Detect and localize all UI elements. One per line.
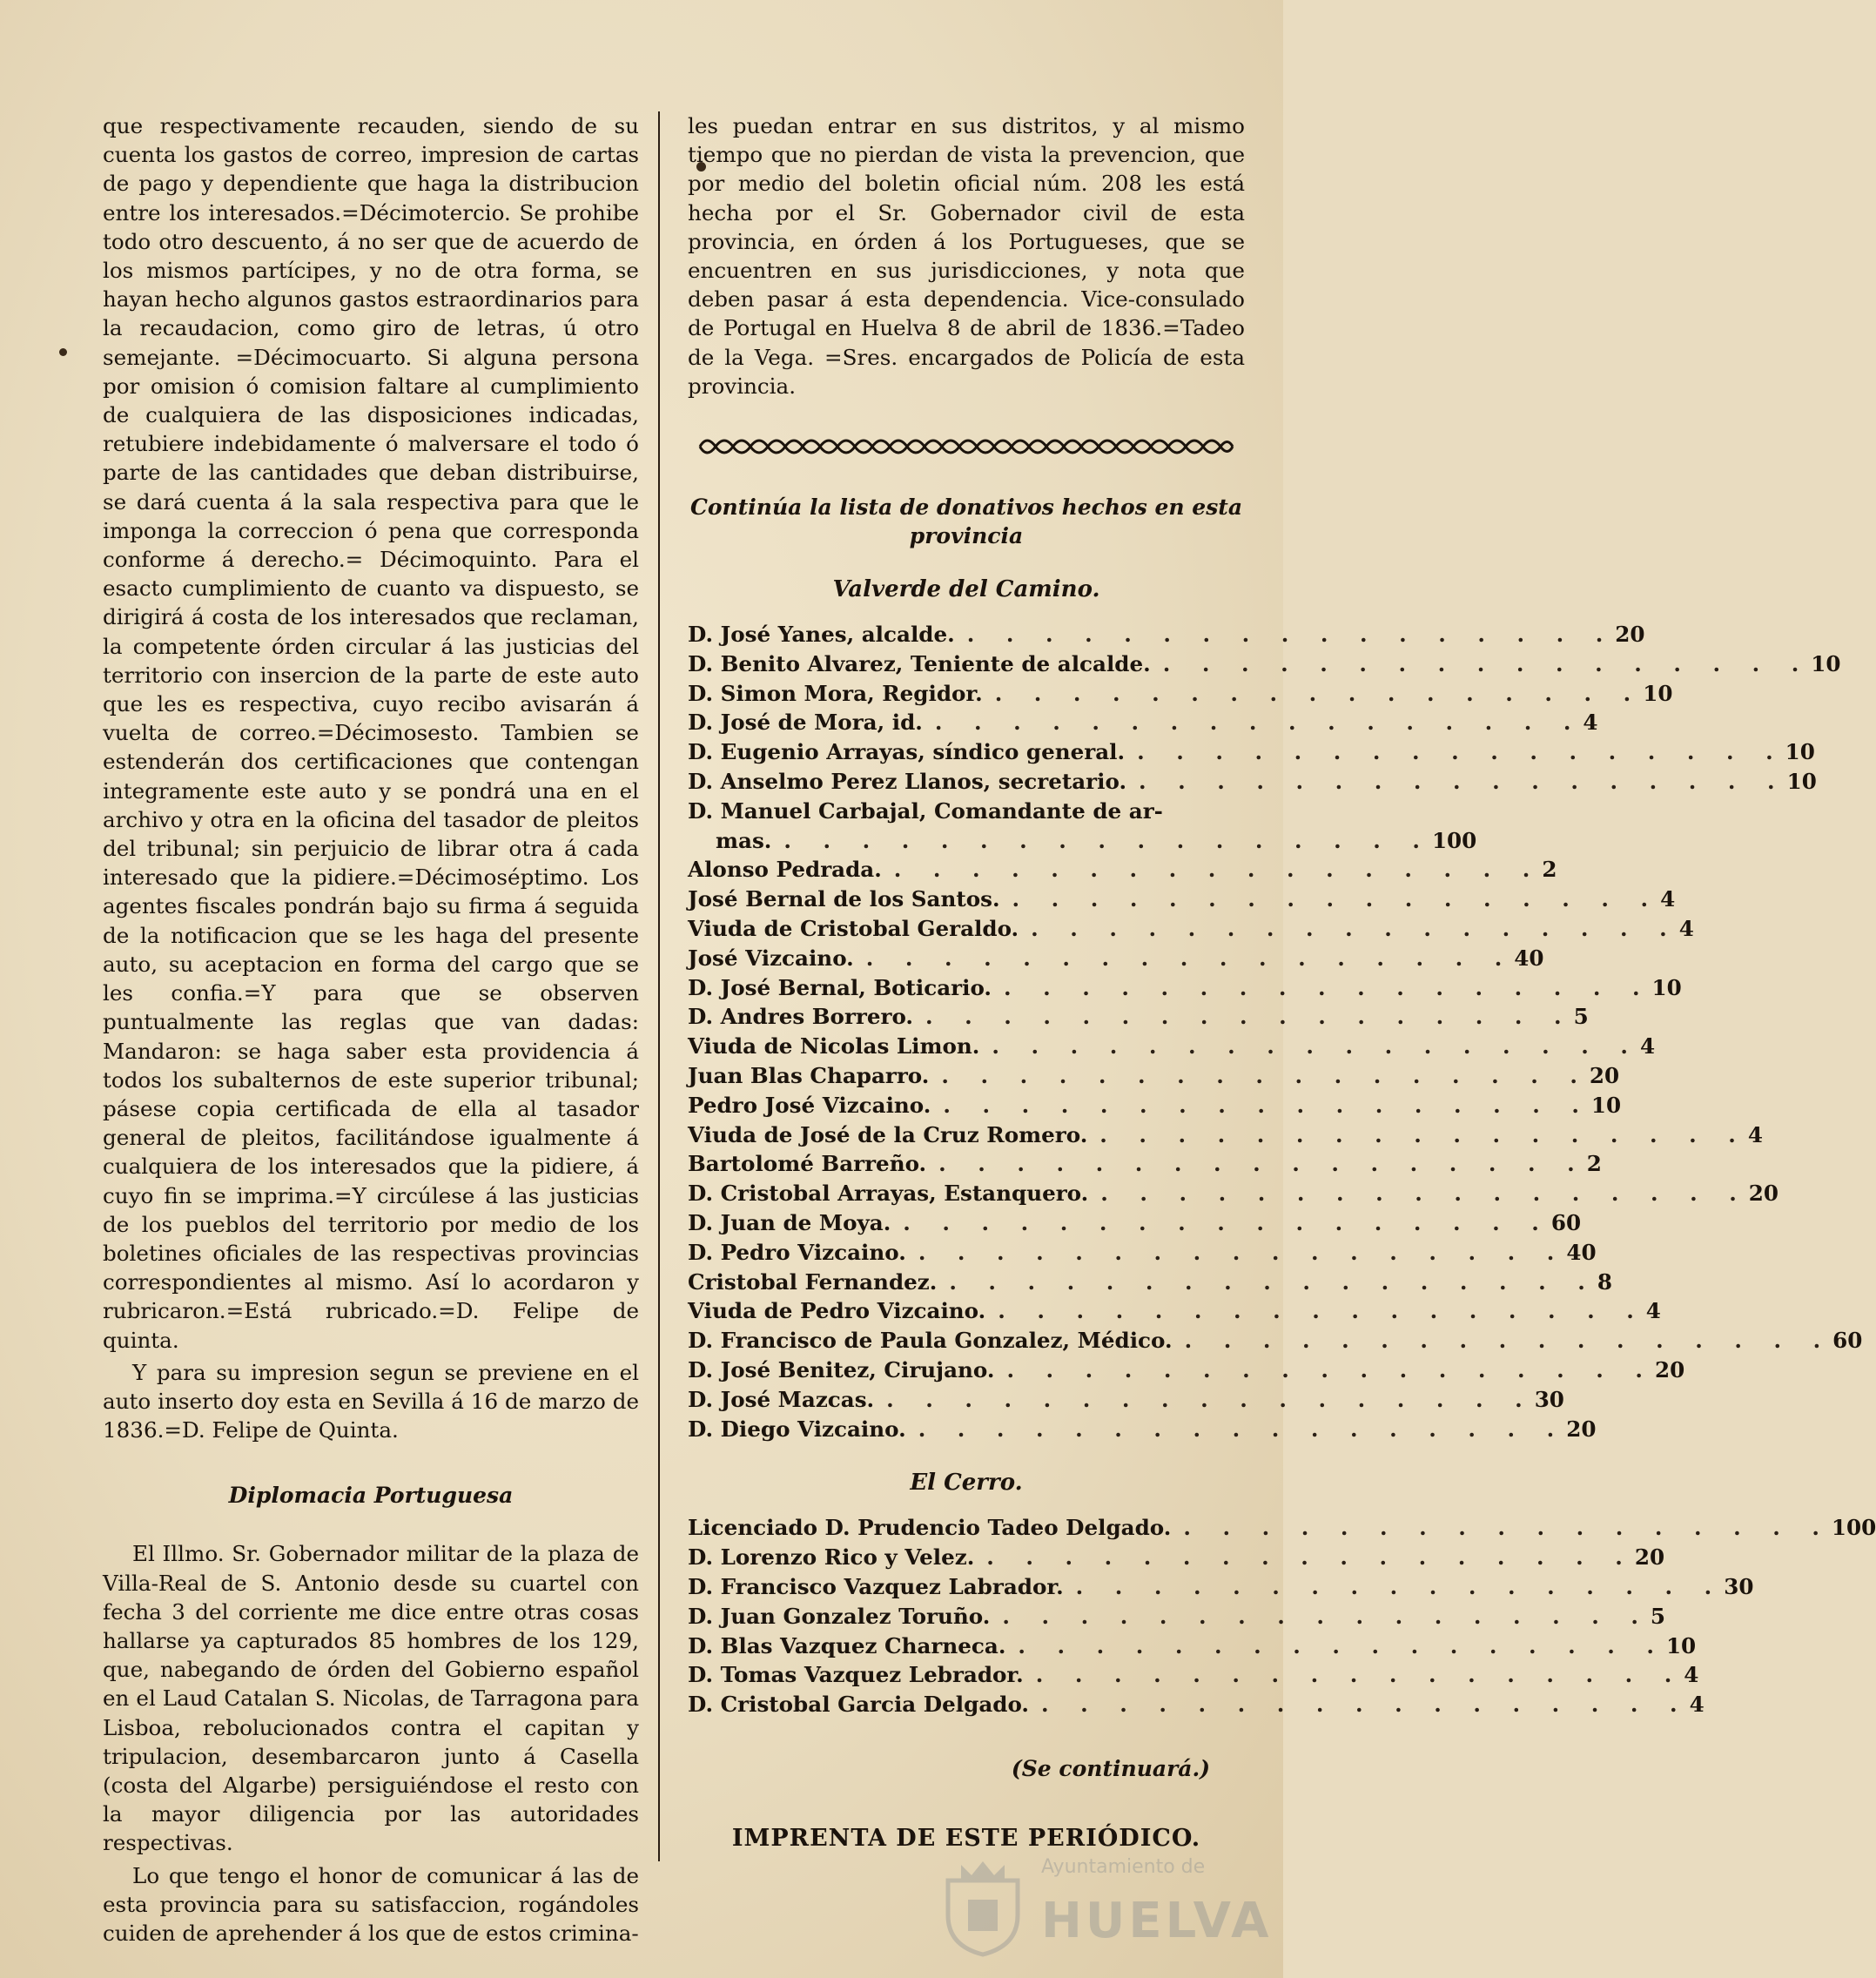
donor-name: Viuda de Nicolas Limon. — [688, 1033, 980, 1060]
dot-leader: . . . . . . . . . . . . . . . . . — [966, 622, 1616, 648]
donation-amount: 4 — [1660, 886, 1676, 912]
donor-name: Pedro José Vizcaino. — [688, 1092, 931, 1118]
dot-leader: . . . . . . . . . . . . . . . . . — [1162, 650, 1812, 676]
left-column — [103, 111, 639, 1948]
diplomacy-report: El Illmo. Sr. Gobernador militar de la plaza de Villa-Real de S. Antonio desde su cuartel con fecha 3 del corriente me dice entre otras cosas hallarse ya capturados 85 hombres de los 129, que, nabegando de órden del Gobierno español en el Laud Catalan S. Nicolas, de Tarragona para Lisboa, rebolucionados contra el capitan y tripulacion, desembarcaron junto á Casella (costa del Algarbe) persiguiéndose el resto con la mayor diligencia por las autoridades respectivas. — [103, 1541, 639, 1856]
donation-amount: 4 — [1639, 1033, 1656, 1060]
donor-name: D. Simon Mora, Regidor. — [688, 680, 983, 706]
dot-leader: . . . . . . . . . . . . . . . . . — [1184, 1328, 1833, 1354]
donation-amount: 10 — [1590, 1092, 1622, 1118]
donation-amount: 4 — [1747, 1121, 1763, 1147]
donation-row — [688, 1690, 1705, 1719]
donation-row — [688, 1296, 1661, 1326]
section-title-el-cerro: El Cerro. — [910, 1470, 1023, 1497]
dot-leader: . . . . . . . . . . . . . . . . . — [1183, 1515, 1832, 1541]
donation-row — [688, 1002, 1589, 1032]
donation-row — [688, 855, 1557, 885]
donation-row — [688, 620, 1645, 649]
donor-name: Viuda de José de la Cruz Romero. — [688, 1121, 1088, 1147]
donations-list-el-cerro — [688, 1513, 1876, 1719]
donation-row — [688, 1385, 1564, 1415]
donation-row — [688, 1268, 1612, 1297]
right-column — [688, 111, 1876, 1852]
donation-amount: 40 — [1514, 945, 1544, 971]
dot-leader: . . . . . . . . . . . . . . . . . — [903, 1209, 1551, 1235]
donation-row — [688, 1572, 1754, 1602]
dot-leader: . . . . . . . . . . . . . . . . . — [1006, 1356, 1655, 1383]
donor-name: Bartolomé Barreño. — [688, 1151, 927, 1177]
donor-name: D. Manuel Carbajal, Comandante de ar- — [688, 797, 1163, 824]
donation-amount: 30 — [1534, 1386, 1564, 1412]
donation-amount: 10 — [1811, 650, 1841, 676]
donation-row — [688, 1513, 1876, 1543]
donor-name: D. Juan de Moya. — [688, 1209, 891, 1235]
donor-name: mas. — [716, 827, 772, 853]
donation-row — [688, 1149, 1602, 1179]
dot-leader: . . . . . . . . . . . . . . . . . — [893, 857, 1543, 883]
donation-amount: 10 — [1643, 680, 1673, 706]
donation-amount: 100 — [1831, 1515, 1876, 1541]
donation-amount: 20 — [1655, 1356, 1685, 1383]
donor-name: D. José Mazcas. — [688, 1386, 875, 1412]
dot-leader: . . . . . . . . . . . . . . . . . — [1137, 739, 1785, 765]
donation-amount: 5 — [1573, 1004, 1589, 1030]
ornamental-border — [696, 432, 1236, 461]
donation-amount: 4 — [1689, 1692, 1705, 1718]
donation-row — [688, 679, 1673, 709]
watermark-line1: Ayuntamiento de — [1041, 1856, 1206, 1878]
donor-name: Viuda de Cristobal Geraldo. — [688, 916, 1019, 941]
donor-name: Juan Blas Chaparro. — [688, 1062, 930, 1088]
donation-amount: 2 — [1542, 857, 1557, 883]
donation-row — [688, 1543, 1665, 1572]
donor-name: D. Tomas Vazquez Lebrador. — [688, 1662, 1024, 1688]
donation-row — [688, 1326, 1863, 1356]
donation-amount: 4 — [1583, 710, 1598, 736]
dot-leader: . . . . . . . . . . . . . . . . . — [994, 680, 1644, 706]
donation-amount: 30 — [1724, 1573, 1754, 1599]
donor-name: D. José Benitez, Cirujano. — [688, 1356, 995, 1383]
donation-row — [688, 1602, 1666, 1632]
donation-amount: 60 — [1550, 1209, 1582, 1235]
donation-row — [688, 737, 1815, 767]
diplomacy-request: Lo que tengo el honor de comunicar á las de esta provincia para su satisfaccion, rogándoles cuiden de aprehender á los que de estos crimina- — [103, 1862, 639, 1946]
dot-leader: . . . . . . . . . . . . . . . . . — [886, 1386, 1535, 1412]
donation-amount: 40 — [1566, 1239, 1597, 1265]
dot-leader: . . . . . . . . . . . . . . . . . — [1100, 1181, 1749, 1207]
donor-name: D. Blas Vazquez Charneca. — [688, 1632, 1006, 1658]
donation-amount: 4 — [1678, 916, 1694, 941]
dot-leader: . . . . . . . . . . . . . . . . . — [925, 1004, 1574, 1030]
donation-amount: 100 — [1431, 827, 1477, 853]
donor-name: D. Anselmo Perez Llanos, secretario. — [688, 769, 1127, 795]
donation-amount: 20 — [1566, 1416, 1597, 1442]
donor-name: Cristobal Fernandez. — [688, 1268, 938, 1295]
donation-row — [688, 1179, 1779, 1208]
dot-leader: . . . . . . . . . . . . . . . . . — [992, 1033, 1640, 1060]
donation-amount: 20 — [1589, 1062, 1620, 1088]
donation-row — [688, 767, 1817, 797]
donation-row — [688, 708, 1598, 737]
dot-leader: . . . . . . . . . . . . . . . . . — [865, 945, 1515, 971]
donation-row — [688, 797, 1245, 826]
donor-name: D. Francisco Vazquez Labrador. — [688, 1573, 1064, 1599]
donor-name: D. Eugenio Arrayas, síndico general. — [688, 739, 1126, 765]
donation-row — [688, 1238, 1597, 1268]
donation-row — [688, 1032, 1656, 1061]
dot-leader: . . . . . . . . . . . . . . . . . — [1012, 886, 1661, 912]
donations-list-valverde — [688, 620, 1863, 1443]
donor-name: D. Cristobal Arrayas, Estanquero. — [688, 1181, 1089, 1207]
dot-leader: . . . . . . . . . . . . . . . . . — [986, 1544, 1635, 1571]
donation-row — [688, 885, 1676, 914]
donation-amount: 20 — [1615, 622, 1645, 648]
dot-leader: . . . . . . . . . . . . . . . . . — [949, 1268, 1597, 1295]
dot-leader: . . . . . . . . . . . . . . . . . — [934, 710, 1584, 736]
donation-row — [688, 1632, 1697, 1661]
dot-leader: . . . . . . . . . . . . . . . . . — [1139, 769, 1787, 795]
donation-row — [688, 1091, 1622, 1120]
donor-name: D. Diego Vizcaino. — [688, 1416, 906, 1442]
dot-leader: . . . . . . . . . . . . . . . . . — [1035, 1662, 1684, 1688]
donation-amount: 2 — [1586, 1151, 1602, 1177]
donor-name: Licenciado D. Prudencio Tadeo Delgado. — [688, 1515, 1172, 1541]
consulate-notice: les puedan entrar en sus distritos, y al mismo tiempo que no pierdan de vista la prevencion, que por medio del boletin oficial núm. 208 les está hecha por el Sr. Gobernador civil de esta provincia, en órden á los Portugueses, que se encuentren en sus jurisdicciones, y nota que deben pasar á esta dependencia. Vice-consulado de Portugal en Huelva 8 de abril de 1836.=Tadeo de la Vega. =Sres. encargados de Policía de esta provincia. — [688, 113, 1245, 399]
donation-row — [688, 944, 1544, 973]
donation-amount: 4 — [1684, 1662, 1699, 1688]
donor-name: D. Lorenzo Rico y Velez. — [688, 1544, 975, 1571]
donor-name: D. Pedro Vizcaino. — [688, 1239, 906, 1265]
donation-amount: 20 — [1634, 1544, 1665, 1571]
dot-leader: . . . . . . . . . . . . . . . . . — [938, 1151, 1587, 1177]
donor-name: D. Benito Alvarez, Teniente de alcalde. — [688, 650, 1151, 676]
donation-row — [688, 826, 1477, 856]
donor-name: D. Juan Gonzalez Toruño. — [688, 1603, 991, 1629]
dot-leader: . . . . . . . . . . . . . . . . . — [941, 1062, 1590, 1088]
coat-of-arms-icon — [935, 1854, 1031, 1959]
donor-name: D. Cristobal Garcia Delgado. — [688, 1692, 1029, 1718]
donor-name: D. José de Mora, id. — [688, 710, 923, 736]
donor-name: José Bernal de los Santos. — [688, 886, 1000, 912]
donation-row — [688, 649, 1841, 679]
donor-name: D. Andres Borrero. — [688, 1004, 913, 1030]
printer-imprint: IMPRENTA DE ESTE PERIÓDICO. — [731, 1824, 1201, 1852]
column-divider — [658, 111, 660, 1861]
dot-leader: . . . . . . . . . . . . . . . . . — [918, 1239, 1567, 1265]
donation-row — [688, 1356, 1685, 1385]
donation-amount: 5 — [1650, 1603, 1666, 1629]
dot-leader: . . . . . . . . . . . . . . . . . — [943, 1092, 1591, 1118]
donation-row — [688, 1208, 1582, 1238]
decree-text: que respectivamente recauden, siendo de su cuenta los gastos de correo, impresion de cartas de pago y dependiente que haga la distribucion entre los interesados.=Décimotercio. Se prohibe todo otro descuento, á no ser que de acuerdo de los mismos partícipes, y no de otra forma, se hayan hecho algunos gastos estraordinarios para la recaudacion, como giro de letras, ú otro semejante. =Décimocuarto. Si alguna persona por omision ó comision faltare al cumplimiento de cualquiera de las disposiciones indicadas, retubiere indebidamente ó malversare el todo ó parte de las cantidades que deban distribuirse, se dará cuenta á la sala respectiva para que le imponga la correccion ó pena que corresponda conforme á derecho.= Décimoquinto. Para el esacto cumplimiento de cuanto va dispuesto, se dirigirá á costa de los interesados que reclaman, la competente órden circular á las justicias del territorio con insercion de la parte de este auto que les es respectiva, cuyo recibo avisarán á vuelta de correo.=Décimosesto. Tambien se estenderán dos certificaciones que contengan integramente este auto y se pondrá una en el archivo y otra en la oficina del tasador de pleitos del tribunal; sin perjuicio de librar otra á cada interesado que la pidiere.=Décimoséptimo. Los agentes fiscales pondrán bajo su firma á seguida de la notificacion que se les haga del presente auto, su aceptacion en forma del cargo que se les confia.=Y para que se observen puntualmente las reglas que van dadas: Mandaron: se haga saber esta providencia á todos los subalternos de este superior tribunal; pásese copia certificada de ella al tasador general de pleitos, facilitándose igualmente á cualquiera de los interesados que la pidiere, á cuyo fin se imprima.=Y circúlese á las justicias de los pueblos del territorio por medio de los boletines oficiales de las respectivas provincias correspondientes al mismo. Así lo acordaron y rubricaron.=Está rubricado.=D. Felipe de quinta. — [103, 113, 639, 1353]
ink-spot — [59, 348, 67, 356]
donation-amount: 4 — [1645, 1298, 1661, 1324]
dot-leader: . . . . . . . . . . . . . . . . . — [783, 827, 1432, 853]
donation-row — [688, 1660, 1699, 1690]
dot-leader: . . . . . . . . . . . . . . . . . — [1031, 916, 1679, 941]
donation-amount: 10 — [1651, 974, 1682, 1000]
donor-name: D. José Yanes, alcalde. — [688, 622, 955, 648]
donor-name: D. José Bernal, Boticario. — [688, 974, 992, 1000]
dot-leader: . . . . . . . . . . . . . . . . . — [998, 1298, 1646, 1324]
donation-row — [688, 973, 1682, 1003]
donor-name: Viuda de Pedro Vizcaino. — [688, 1298, 986, 1324]
donation-amount: 10 — [1665, 1632, 1697, 1658]
donation-amount: 8 — [1597, 1268, 1612, 1295]
dot-leader: . . . . . . . . . . . . . . . . . — [1075, 1573, 1725, 1599]
decree-closing: Y para su impresion segun se previene en el auto inserto doy esta en Sevilla á 16 de marzo de 1836.=D. Felipe de Quinta. — [103, 1359, 639, 1443]
dot-leader: . . . . . . . . . . . . . . . . . — [918, 1416, 1567, 1442]
donation-amount: 60 — [1832, 1328, 1863, 1354]
dot-leader: . . . . . . . . . . . . . . . . . — [1099, 1121, 1748, 1147]
dot-leader: . . . . . . . . . . . . . . . . . — [1018, 1632, 1666, 1658]
section-heading: Diplomacia Portuguesa — [228, 1483, 514, 1509]
dot-leader: . . . . . . . . . . . . . . . . . — [1003, 974, 1652, 1000]
donor-name: D. Francisco de Paula Gonzalez, Médico. — [688, 1328, 1173, 1354]
donation-row — [688, 914, 1694, 944]
donation-row — [688, 1061, 1620, 1091]
donation-amount: 20 — [1748, 1181, 1779, 1207]
section-title-valverde: Valverde del Camino. — [832, 576, 1100, 603]
donor-name: Alonso Pedrada. — [688, 857, 882, 883]
dot-leader: . . . . . . . . . . . . . . . . . — [1041, 1692, 1690, 1718]
archive-watermark — [926, 1854, 1273, 1959]
donation-amount: 10 — [1785, 739, 1815, 765]
donation-row — [688, 1415, 1597, 1444]
donation-amount: 10 — [1786, 769, 1817, 795]
donor-name: José Vizcaino. — [688, 945, 854, 971]
donations-heading: Continúa la lista de donativos hechos en esta provincia — [689, 494, 1243, 549]
watermark-line2: HUELVA — [1041, 1893, 1273, 1949]
continuation-note: (Se continuará.) — [1011, 1755, 1210, 1781]
donation-row — [688, 1120, 1763, 1150]
dot-leader: . . . . . . . . . . . . . . . . . — [1002, 1603, 1651, 1629]
